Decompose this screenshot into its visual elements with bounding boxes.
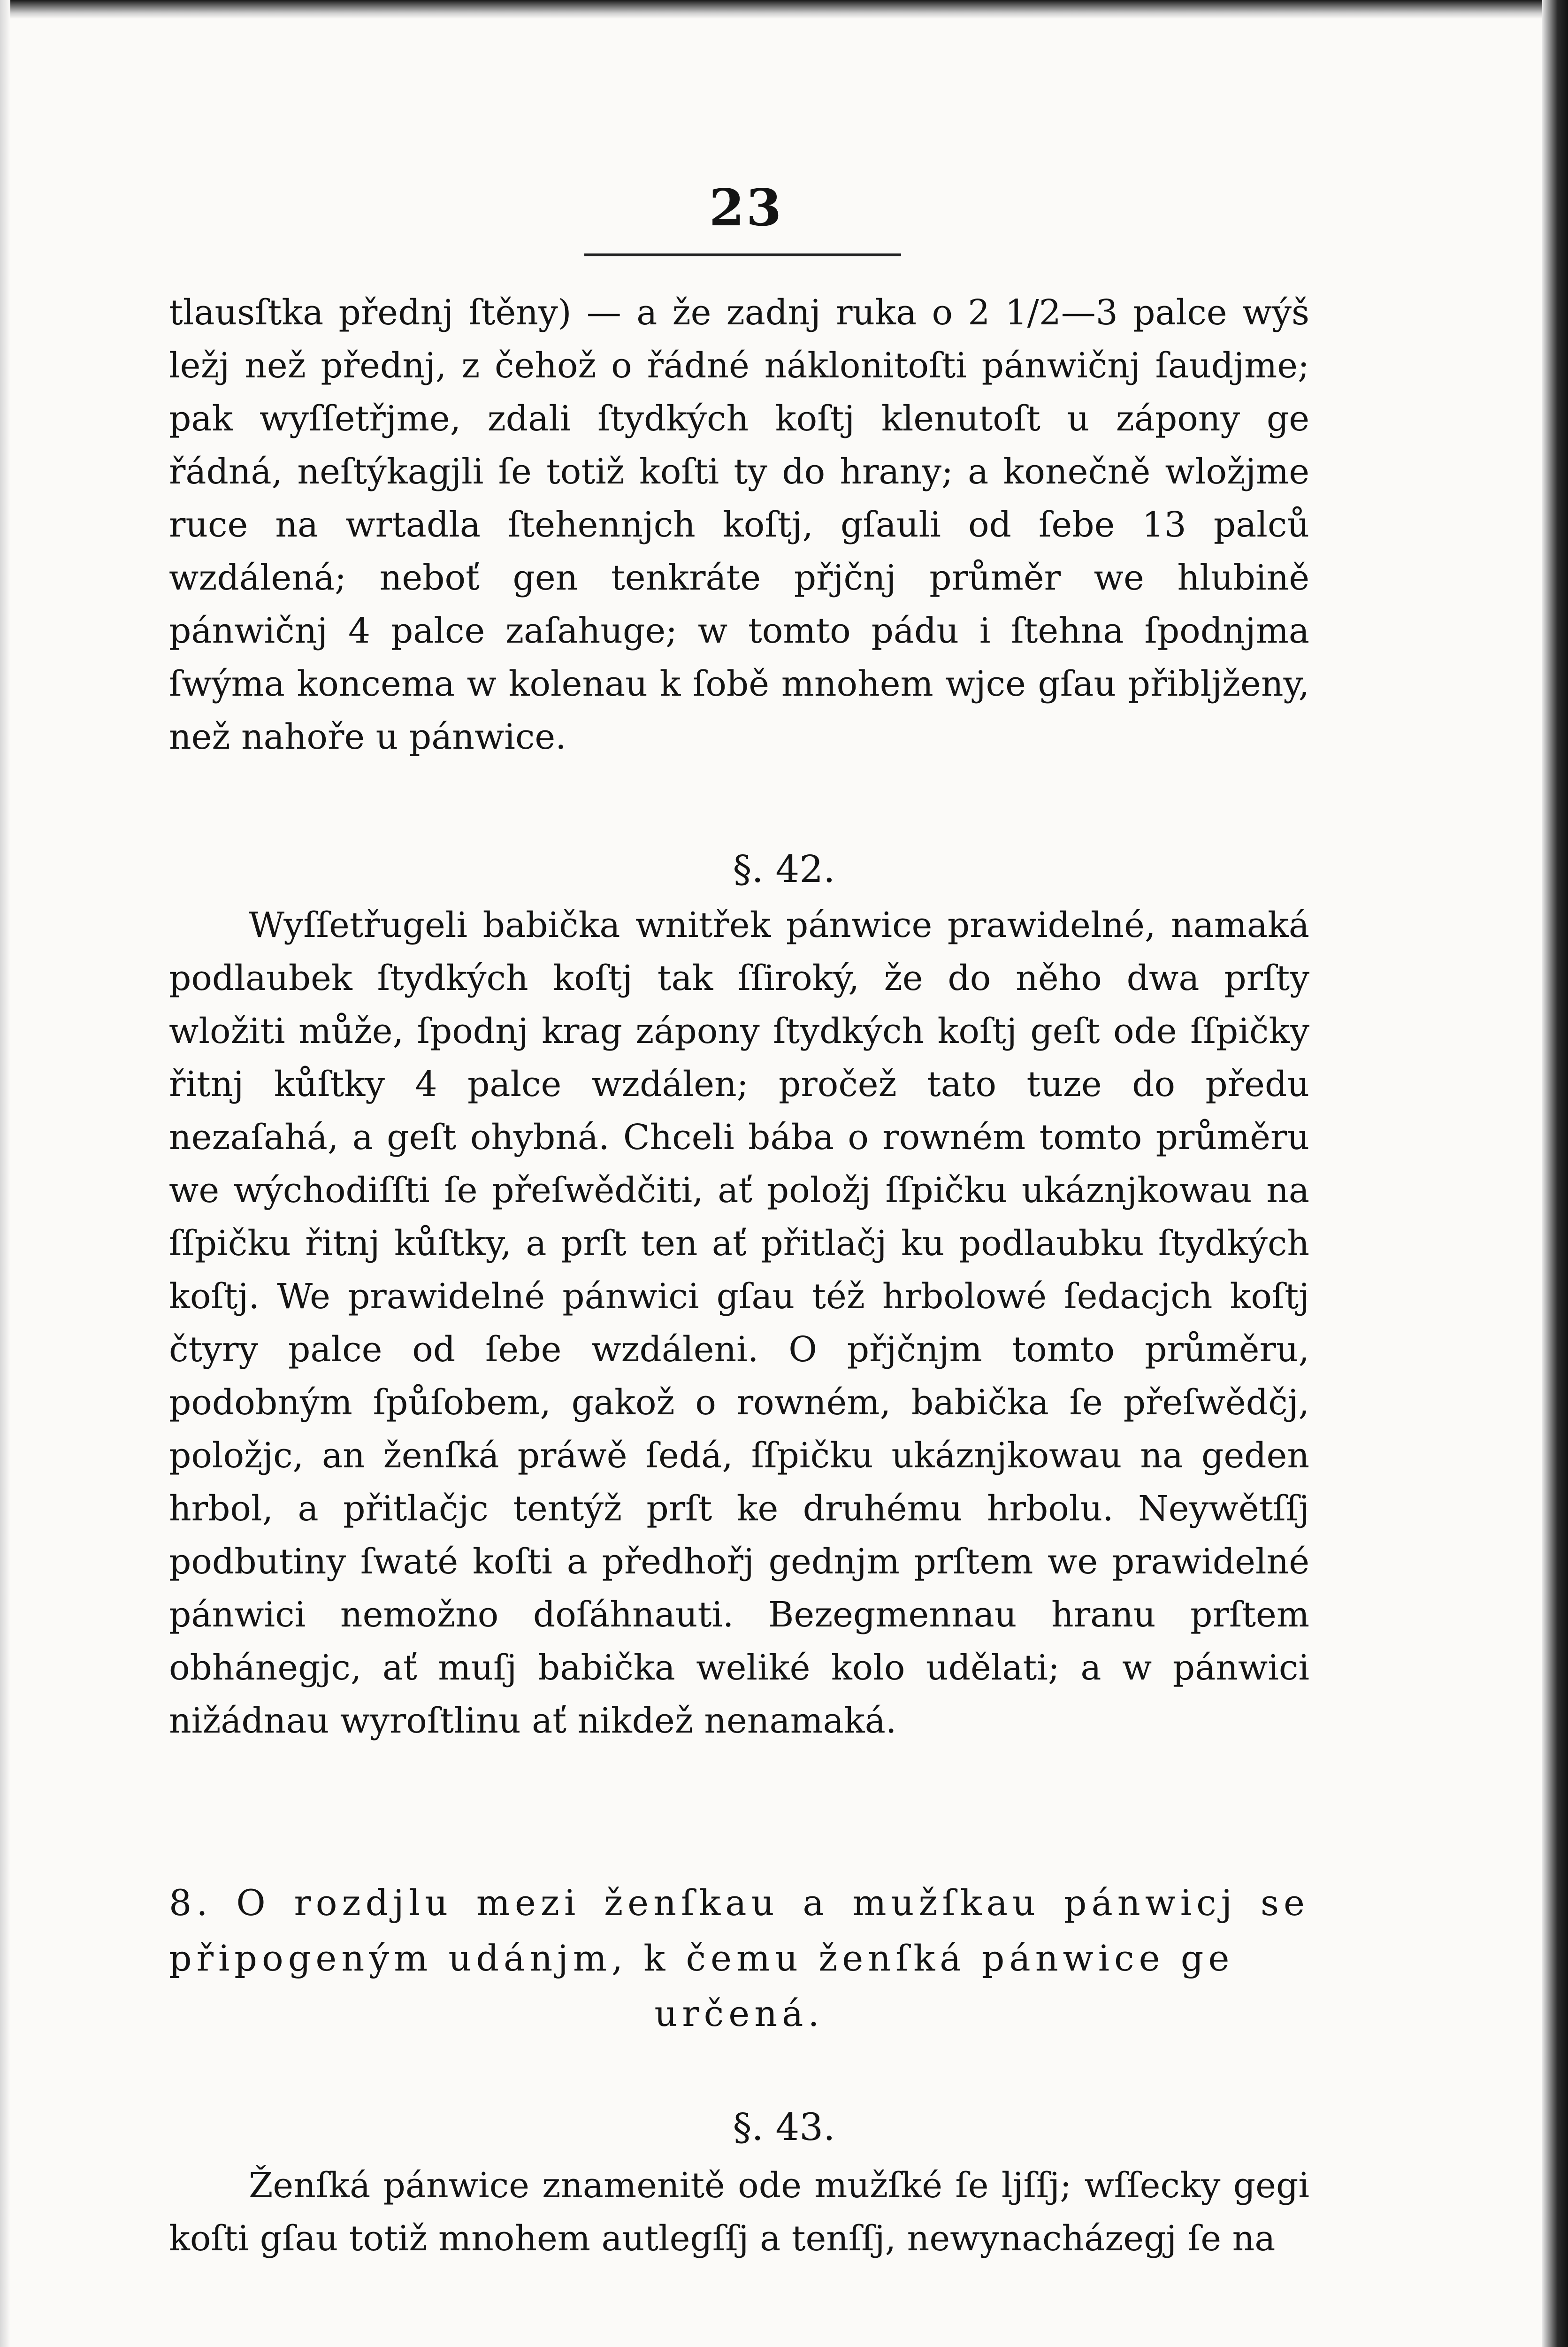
paragraph-text: tlausſtka přednj ſtěny) — a že zadnj ruka o 2 1/2—3 palce wýš ležj než přednj, z čehož o řádné náklonitoſti pánwičnj ſaudjme; pak wyſſetřjme, zdali ſtydkých koſtj klenutoſt u zápony ge řádná, neſtýkagjli ſe totiž koſti ty do hrany; a konečně wložjme ruce na wrtadla ſtehennjch koſtj, gſauli od ſebe 13 palců wzdálená; neboť gen tenkráte přjčnj průměr we hlubině pánwičnj 4 palce zaſahuge; w tomto pádu i ſtehna ſpodnjma ſwýma koncema w kolenau k ſobě mnohem wjce gſau přibljženy, než nahoře u pánwice. bbox=[169, 292, 1309, 757]
scan-top-edge bbox=[0, 0, 1568, 19]
scan-right-edge bbox=[1542, 0, 1568, 2347]
paragraph-text: Wyſſetřugeli babička wnitřek pánwice prawidelné, namaká podlaubek ſtydkých koſtj tak ſſiroký, že do něho dwa prſty wložiti může, ſpodnj krag zápony ſtydkých koſtj geſt ode ſſpičky řitnj kůſtky 4 palce wzdálen; pročež tato tuze do předu nezaſahá, a geſt ohybná. Chceli bába o rowném tomto průměru we wýchodiſſti ſe přeſwědčiti, ať položj ſſpičku ukáznjkowau na ſſpičku řitnj kůſtky, a prſt ten ať přitlačj ku podlaubku ſtydkých koſtj. We prawidelné pánwici gſau též hrbolowé ſedacjch koſtj čtyry palce od ſebe wzdáleni. O přjčnjm tomto průměru, podobným ſpůſobem, gakož o rowném, babička ſe přeſwědčj, položjc, an ženſká práwě ſedá, ſſpičku ukáznjkowau na geden hrbol, a přitlačjc tentýž prſt ke druhému hrbolu. Neywětſſj podbutiny ſwaté koſti a předhořj gednjm prſtem we prawidelné pánwici nemožno doſáhnauti. Bezegmennau hranu prſtem obhánegjc, ať muſj babička weliké kolo udělati; a w pánwici nižádnau wyroſtlinu ať nikdež nenamaká. bbox=[169, 905, 1309, 1741]
chapter-heading-8 bbox=[169, 1875, 1309, 2041]
scan-left-edge bbox=[0, 0, 10, 2347]
section-heading-42: §. 42. bbox=[733, 847, 835, 891]
page-number: 23 bbox=[709, 178, 784, 238]
paragraph-text: Ženſká pánwice znamenitě ode mužſké ſe ljſſj; wſſecky gegi koſti gſau totiž mnohem autlegſſj a tenſſj, newynacházegj ſe na bbox=[169, 2165, 1309, 2259]
section-42-paragraph bbox=[169, 899, 1309, 1748]
section-heading-43: §. 43. bbox=[733, 2105, 835, 2149]
section-43-paragraph bbox=[169, 2159, 1309, 2265]
chapter-heading-line-2: určená. bbox=[654, 1993, 824, 2034]
chapter-heading-line-1: 8. O rozdjlu mezi ženſkau a mužſkau pánwicj se připogeným udánjm, k čemu ženſká pánwice ge bbox=[169, 1882, 1309, 1979]
paragraph-continued bbox=[169, 286, 1309, 764]
header-rule bbox=[584, 253, 901, 256]
